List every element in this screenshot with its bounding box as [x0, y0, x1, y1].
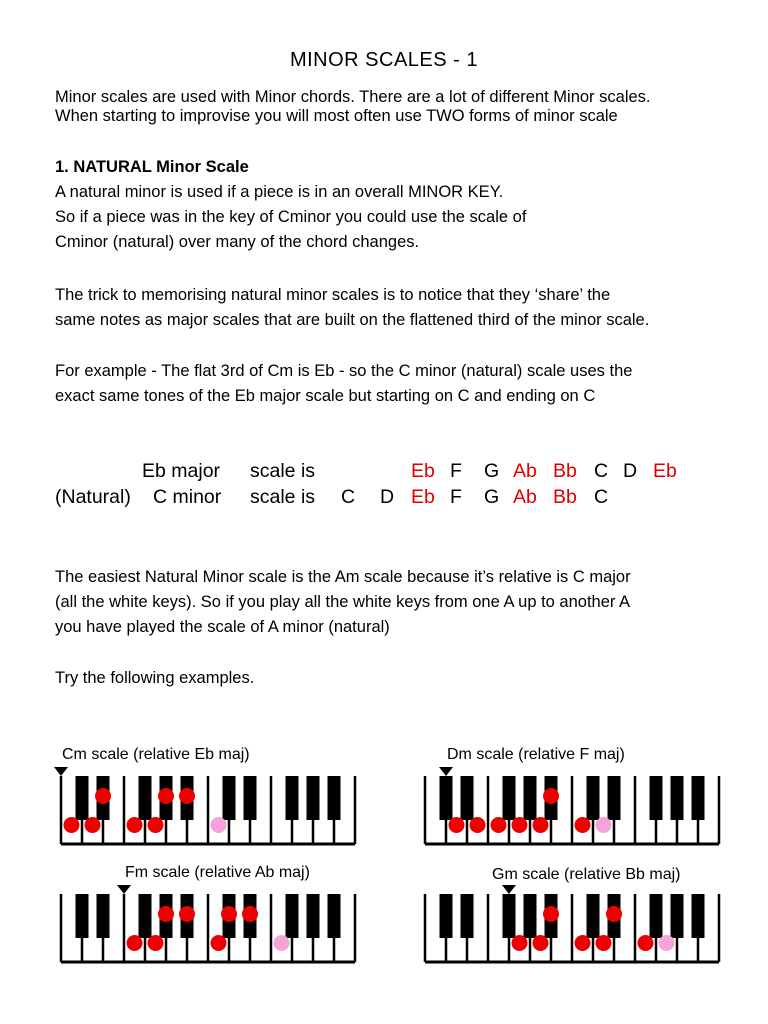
- scale-label: scale is: [250, 460, 316, 482]
- scale-note-dot: [211, 935, 227, 951]
- scale-note: Bb: [553, 486, 577, 508]
- black-key: [139, 776, 152, 820]
- paragraph-line: same notes as major scales that are built on the flattened third of the minor scale.: [55, 311, 650, 329]
- scale-note: F: [450, 460, 462, 482]
- paragraph-line: (all the white keys). So if you play all the white keys from one A up to another A: [55, 593, 631, 611]
- scale-end-dot: [274, 935, 290, 951]
- black-key: [587, 776, 600, 820]
- black-key: [671, 894, 684, 938]
- keyboard-diagram-gm: [416, 884, 716, 966]
- black-key: [286, 776, 299, 820]
- scale-note-dot: [638, 935, 654, 951]
- scale-note: Eb: [411, 460, 435, 482]
- paragraph-line: For example - The flat 3rd of Cm is Eb - so the C minor (natural) scale uses the: [55, 362, 633, 380]
- black-key: [440, 894, 453, 938]
- black-key: [97, 894, 110, 938]
- black-key: [286, 894, 299, 938]
- scale-note-dot: [242, 906, 258, 922]
- scale-note-dot: [179, 906, 195, 922]
- scale-label: scale is: [250, 486, 316, 508]
- black-key: [461, 776, 474, 820]
- scale-note: D: [623, 460, 638, 482]
- keyboard-diagram-fm: [52, 884, 352, 966]
- black-key: [76, 776, 89, 820]
- scale-note-dot: [533, 817, 549, 833]
- scale-note-dot: [543, 906, 559, 922]
- black-key: [461, 894, 474, 938]
- black-key: [440, 776, 453, 820]
- paragraph-example: [55, 359, 632, 409]
- paragraph-natural-minor: [55, 180, 526, 255]
- scale-note-dot: [512, 935, 528, 951]
- scale-note-dot: [148, 935, 164, 951]
- scale-note: C: [594, 486, 609, 508]
- black-key: [524, 894, 537, 938]
- root-marker-icon: [439, 767, 453, 776]
- paragraph-line: So if a piece was in the key of Cminor you could use the scale of: [55, 208, 527, 226]
- black-key: [608, 776, 621, 820]
- scale-note-dot: [449, 817, 465, 833]
- scale-note-dot: [64, 817, 80, 833]
- page-title: MINOR SCALES - 1: [289, 49, 479, 71]
- scale-end-dot: [596, 817, 612, 833]
- paragraph-line: The trick to memorising natural minor scales is to notice that they ‘share’ the: [55, 286, 611, 304]
- scale-note-dot: [575, 935, 591, 951]
- scale-note: G: [484, 486, 500, 508]
- section-heading: 1. NATURAL Minor Scale: [55, 158, 249, 176]
- black-key: [692, 776, 705, 820]
- black-key: [223, 776, 236, 820]
- paragraph-am-scale: [55, 565, 631, 640]
- scale-prefix: (Natural): [55, 486, 131, 508]
- scale-note-dot: [179, 788, 195, 804]
- scale-note-dot: [606, 906, 622, 922]
- keyboard-caption-dm: Dm scale (relative F maj): [447, 746, 625, 763]
- scale-note: C: [341, 486, 356, 508]
- root-marker-icon: [502, 885, 516, 894]
- scale-note-dot: [221, 906, 237, 922]
- paragraph-line: A natural minor is used if a piece is in an overall MINOR KEY.: [55, 183, 504, 201]
- scale-note-dot: [533, 935, 549, 951]
- black-key: [503, 776, 516, 820]
- root-marker-icon: [54, 767, 68, 776]
- keyboard-diagram-cm: [52, 766, 352, 848]
- paragraph-memorising: [55, 283, 649, 333]
- intro-paragraph: [55, 88, 651, 126]
- black-key: [650, 776, 663, 820]
- black-key: [307, 776, 320, 820]
- scale-row-minor: [0, 486, 768, 512]
- scale-note: Ab: [513, 460, 537, 482]
- black-key: [650, 894, 663, 938]
- intro-line: Minor scales are used with Minor chords. There are a lot of different Minor scales.: [55, 88, 651, 106]
- scale-note: Eb: [411, 486, 435, 508]
- scale-end-dot: [659, 935, 675, 951]
- black-key: [692, 894, 705, 938]
- scale-note-dot: [543, 788, 559, 804]
- keyboard-caption-gm: Gm scale (relative Bb maj): [492, 866, 681, 883]
- scale-note-dot: [85, 817, 101, 833]
- scale-end-dot: [211, 817, 227, 833]
- black-key: [328, 894, 341, 938]
- scale-note-dot: [158, 788, 174, 804]
- black-key: [244, 776, 257, 820]
- paragraph-line: you have played the scale of A minor (natural): [55, 618, 390, 636]
- scale-note-dot: [127, 817, 143, 833]
- scale-note: C: [594, 460, 609, 482]
- scale-note: Eb: [653, 460, 677, 482]
- keyboard-caption-cm: Cm scale (relative Eb maj): [62, 746, 250, 763]
- black-key: [503, 894, 516, 938]
- paragraph-line: exact same tones of the Eb major scale but starting on C and ending on C: [55, 387, 596, 405]
- paragraph-line: Cminor (natural) over many of the chord changes.: [55, 233, 420, 251]
- scale-note-dot: [575, 817, 591, 833]
- scale-name: Eb major: [142, 460, 221, 482]
- paragraph-try: Try the following examples.: [55, 669, 255, 687]
- scale-note: F: [450, 486, 462, 508]
- scale-note-dot: [127, 935, 143, 951]
- scale-note-dot: [596, 935, 612, 951]
- black-key: [587, 894, 600, 938]
- scale-note-dot: [95, 788, 111, 804]
- keyboard-caption-fm: Fm scale (relative Ab maj): [125, 864, 310, 881]
- scale-note: Ab: [513, 486, 537, 508]
- scale-row-major: [0, 460, 768, 486]
- black-key: [524, 776, 537, 820]
- black-key: [307, 894, 320, 938]
- black-key: [139, 894, 152, 938]
- black-key: [76, 894, 89, 938]
- scale-note-dot: [491, 817, 507, 833]
- paragraph-line: The easiest Natural Minor scale is the Am scale because it’s relative is C major: [55, 568, 631, 586]
- scale-note-dot: [512, 817, 528, 833]
- keyboard-diagram-dm: [416, 766, 716, 848]
- black-key: [671, 776, 684, 820]
- black-key: [328, 776, 341, 820]
- scale-note-dot: [158, 906, 174, 922]
- intro-line: When starting to improvise you will most often use TWO forms of minor scale: [55, 107, 618, 125]
- scale-note-dot: [470, 817, 486, 833]
- scale-name: C minor: [153, 486, 222, 508]
- scale-note: G: [484, 460, 500, 482]
- scale-note: D: [380, 486, 395, 508]
- root-marker-icon: [117, 885, 131, 894]
- scale-note: Bb: [553, 460, 577, 482]
- scale-note-dot: [148, 817, 164, 833]
